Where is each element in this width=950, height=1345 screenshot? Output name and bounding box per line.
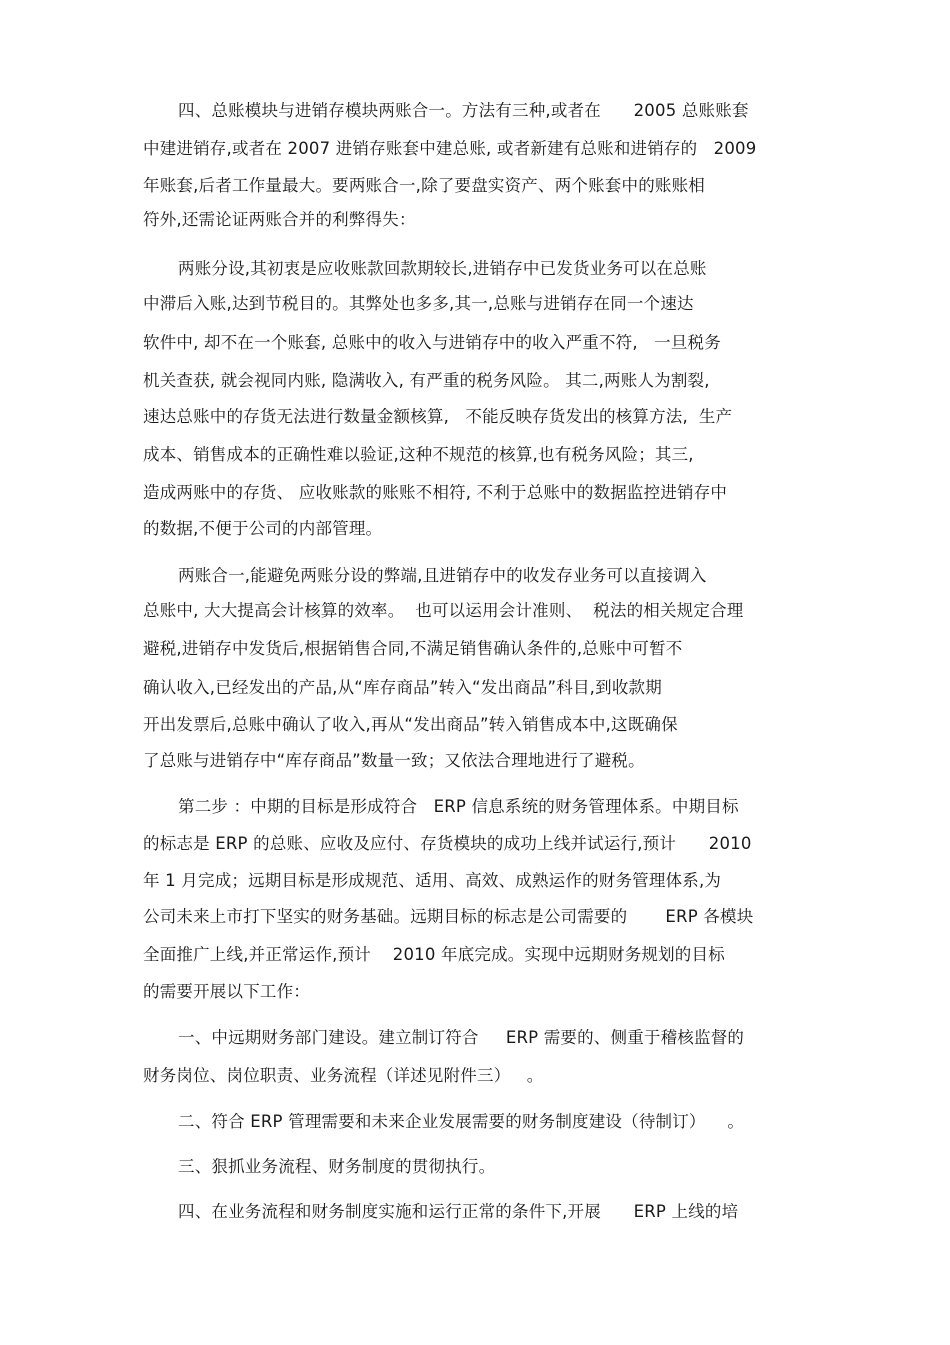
paragraph-1-line-2: 中建进销存,或者在 2007 进销存账套中建总账, 或者新建有总账和进销存的 2009 bbox=[143, 139, 757, 158]
paragraph-2-line-5: 速达总账中的存货无法进行数量金额核算, 不能反映存货发出的核算方法, 生产 bbox=[143, 407, 733, 426]
paragraph-4-line-1: 第二步 ：中期的目标是形成符合 ERP 信息系统的财务管理体系。中期目标 bbox=[178, 797, 739, 816]
paragraph-4-line-6: 的需要开展以下工作： bbox=[143, 982, 310, 1001]
paragraph-2-line-2: 中滞后入账,达到节税目的。其弊处也多多,其一,总账与进销存在同一个速达 bbox=[143, 294, 694, 313]
paragraph-6-line-1: 二、符合 ERP 管理需要和未来企业发展需要的财务制度建设（待制订） 。 bbox=[178, 1112, 745, 1131]
paragraph-3-line-1: 两账合一,能避免两账分设的弊端,且进销存中的收发存业务可以直接调入 bbox=[178, 566, 707, 585]
paragraph-4-line-4: 公司未来上市打下坚实的财务基础。远期目标的标志是公司需要的 ERP 各模块 bbox=[143, 907, 754, 926]
paragraph-5-line-2: 财务岗位、岗位职责、业务流程（详述见附件三） 。 bbox=[143, 1066, 544, 1085]
paragraph-5-line-1: 一、中远期财务部门建设。建立制订符合 ERP 需要的、侧重于稽核监督的 bbox=[178, 1028, 745, 1047]
paragraph-2-line-4: 机关查获, 就会视同内账, 隐满收入, 有严重的税务风险。 其二,两账人为割裂, bbox=[143, 371, 710, 390]
paragraph-1-line-1: 四、总账模块与进销存模块两账合一。方法有三种,或者在 2005 总账账套 bbox=[178, 101, 749, 120]
paragraph-3-line-3: 避税,进销存中发货后,根据销售合同,不满足销售确认条件的,总账中可暂不 bbox=[143, 639, 683, 658]
paragraph-2-line-1: 两账分设,其初衷是应收账款回款期较长,进销存中已发货业务可以在总账 bbox=[178, 259, 707, 278]
paragraph-7-line-1: 三、狠抓业务流程、财务制度的贯彻执行。 bbox=[178, 1157, 496, 1176]
paragraph-1-line-3: 年账套,后者工作量最大。要两账合一,除了要盘实资产、两个账套中的账账相 bbox=[143, 176, 705, 195]
paragraph-8-line-1: 四、在业务流程和财务制度实施和运行正常的条件下,开展 ERP 上线的培 bbox=[178, 1202, 739, 1221]
paragraph-3-line-2: 总账中, 大大提高会计核算的效率。 也可以运用会计准则、 税法的相关规定合理 bbox=[143, 601, 744, 620]
paragraph-3-line-4: 确认收入,已经发出的产品,从“库存商品”转入“发出商品”科目,到收款期 bbox=[143, 678, 662, 697]
paragraph-2-line-3: 软件中, 却不在一个账套, 总账中的收入与进销存中的收入严重不符, 一旦税务 bbox=[143, 333, 721, 352]
paragraph-2-line-7: 造成两账中的存货、 应收账款的账账不相符, 不利于总账中的数据监控进销存中 bbox=[143, 483, 728, 502]
paragraph-4-line-2: 的标志是 ERP 的总账、应收及应付、存货模块的成功上线并试运行,预计 2010 bbox=[143, 834, 752, 853]
paragraph-2-line-6: 成本、销售成本的正确性难以验证,这种不规范的核算,也有税务风险；其三, bbox=[143, 445, 694, 464]
paragraph-2-line-8: 的数据,不便于公司的内部管理。 bbox=[143, 519, 383, 538]
paragraph-1-line-4: 符外,还需论证两账合并的利弊得失： bbox=[143, 210, 416, 229]
paragraph-3-line-5: 开出发票后,总账中确认了收入,再从“发出商品”转入销售成本中,这既确保 bbox=[143, 715, 678, 734]
paragraph-4-line-5: 全面推广上线,并正常运作,预计 2010 年底完成。实现中远期财务规划的目标 bbox=[143, 945, 725, 964]
paragraph-3-line-6: 了总账与进销存中“库存商品”数量一致；又依法合理地进行了避税。 bbox=[143, 751, 645, 770]
paragraph-4-line-3: 年 1 月完成；远期目标是形成规范、适用、高效、成熟运作的财务管理体系,为 bbox=[143, 871, 722, 890]
